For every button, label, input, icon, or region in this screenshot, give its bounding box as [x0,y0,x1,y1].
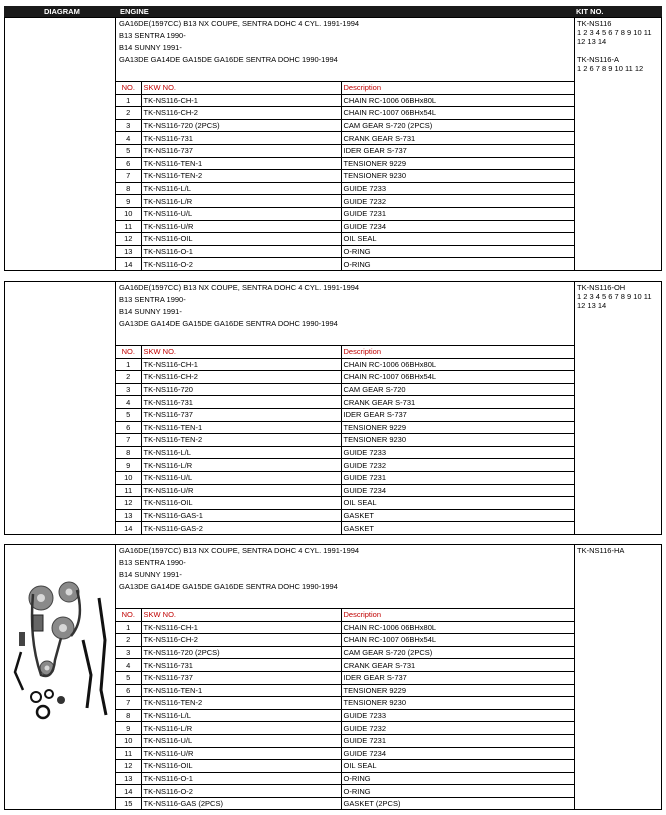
part-number-index: 14 [116,785,141,798]
skw-number: TK-NS116-CH-1 [141,621,341,634]
engine-line: B13 SENTRA 1990- [119,558,186,567]
kit-number-line: TK-NS116-OH [577,283,626,292]
part-description: GUIDE 7231 [341,734,574,747]
part-description: GASKET [341,522,574,535]
spacer [116,593,574,608]
part-number-index: 7 [116,434,141,447]
part-description: GUIDE 7231 [341,471,574,484]
part-description: GUIDE 7232 [341,459,574,472]
table-row [116,646,574,659]
column-header-desc: Description [341,82,574,95]
skw-number: TK-NS116-U/L [141,734,341,747]
kit-number-cell [574,18,661,270]
table-row [116,233,574,246]
skw-number: TK-NS116-L/L [141,709,341,722]
parts-header-row [116,82,574,95]
part-description: GUIDE 7231 [341,207,574,220]
part-description: GUIDE 7234 [341,484,574,497]
part-description: O-RING [341,258,574,271]
table-row [116,371,574,384]
part-number-index: 1 [116,621,141,634]
table-row [116,497,574,510]
table-row [116,634,574,647]
table-row [116,446,574,459]
part-number-index: 10 [116,734,141,747]
part-number-index: 13 [116,509,141,522]
part-number-index: 12 [116,233,141,246]
engine-line: B14 SUNNY 1991- [119,570,182,579]
skw-number: TK-NS116-CH-2 [141,107,341,120]
table-row [116,258,574,271]
skw-number: TK-NS116-720 (2PCS) [141,119,341,132]
part-description: CAM GEAR S-720 [341,383,574,396]
skw-number: TK-NS116-L/R [141,722,341,735]
skw-number: TK-NS116-U/R [141,220,341,233]
part-number-index: 5 [116,671,141,684]
part-description: GUIDE 7234 [341,220,574,233]
table-row [116,684,574,697]
part-description: CRANK GEAR S-731 [341,396,574,409]
skw-number: TK-NS116-CH-1 [141,94,341,107]
table-row [116,484,574,497]
header-kit-no: KIT NO. [576,7,604,16]
engine-description [116,18,574,81]
part-description: IDER GEAR S-737 [341,671,574,684]
part-description: GUIDE 7234 [341,747,574,760]
skw-number: TK-NS116-737 [141,671,341,684]
kit-number-line: 1 2 3 4 5 6 7 8 9 10 11 [577,292,652,301]
column-header-no: NO. [116,82,141,95]
table-row [116,797,574,810]
skw-number: TK-NS116-CH-2 [141,371,341,384]
part-description: GUIDE 7232 [341,195,574,208]
part-description: CAM GEAR S-720 (2PCS) [341,119,574,132]
part-description: OIL SEAL [341,233,574,246]
table-row [116,383,574,396]
spacer [577,46,659,55]
skw-number: TK-NS116-O-1 [141,245,341,258]
table-row [116,207,574,220]
skw-number: TK-NS116-L/L [141,446,341,459]
table-row [116,760,574,773]
parts-header-row [116,609,574,622]
part-number-index: 9 [116,459,141,472]
parts-header-row [116,346,574,359]
kit-number-line: 12 13 14 [577,37,607,46]
part-number-index: 8 [116,182,141,195]
part-number-index: 13 [116,772,141,785]
part-description: GASKET [341,509,574,522]
skw-number: TK-NS116-731 [141,659,341,672]
table-row [116,471,574,484]
table-row [116,671,574,684]
skw-number: TK-NS116-720 (2PCS) [141,646,341,659]
table-row [116,509,574,522]
skw-number: TK-NS116-TEN-2 [141,434,341,447]
part-number-index: 1 [116,94,141,107]
part-number-index: 6 [116,421,141,434]
engine-line: GA13DE GA14DE GA15DE GA16DE SENTRA DOHC 1990-1994 [119,55,338,64]
engine-cell [116,545,574,809]
part-description: CHAIN RC-1007 06BHx54L [341,107,574,120]
part-number-index: 9 [116,195,141,208]
skw-number: TK-NS116-O-2 [141,258,341,271]
part-number-index: 8 [116,709,141,722]
skw-number: TK-NS116-CH-2 [141,634,341,647]
table-row [116,144,574,157]
part-number-index: 6 [116,157,141,170]
table-row [116,107,574,120]
part-number-index: 13 [116,245,141,258]
kit-number-line: 12 13 14 [577,301,607,310]
column-header-no: NO. [116,609,141,622]
column-header-desc: Description [341,346,574,359]
part-number-index: 10 [116,207,141,220]
part-description: GUIDE 7232 [341,722,574,735]
part-description: O-RING [341,785,574,798]
part-number-index: 12 [116,497,141,510]
part-number-index: 5 [116,408,141,421]
part-number-index: 11 [116,484,141,497]
part-description: IDER GEAR S-737 [341,408,574,421]
part-description: TENSIONER 9229 [341,684,574,697]
table-header [4,6,662,17]
skw-number: TK-NS116-GAS-2 [141,522,341,535]
table-row [116,182,574,195]
part-number-index: 9 [116,722,141,735]
table-row [116,734,574,747]
skw-number: TK-NS116-TEN-2 [141,170,341,183]
engine-description [116,282,574,345]
table-row [116,434,574,447]
part-number-index: 2 [116,371,141,384]
skw-number: TK-NS116-731 [141,132,341,145]
table-row [116,94,574,107]
diagram-cell [5,545,116,809]
part-description: TENSIONER 9229 [341,157,574,170]
skw-number: TK-NS116-OIL [141,497,341,510]
skw-number: TK-NS116-TEN-1 [141,157,341,170]
kit-number-line: TK-NS116-HA [577,546,625,555]
skw-number: TK-NS116-U/R [141,484,341,497]
part-number-index: 11 [116,747,141,760]
part-number-index: 6 [116,684,141,697]
part-number-index: 7 [116,697,141,710]
kit-number-line: 1 2 6 7 8 9 10 11 12 [577,64,644,73]
kit-block-2 [4,281,662,535]
table-row [116,785,574,798]
engine-description [116,545,574,608]
kit-number-cell [574,282,661,534]
table-row [116,132,574,145]
kit-block-3 [4,544,662,810]
table-row [116,697,574,710]
engine-line: GA16DE(1597CC) B13 NX COUPE, SENTRA DOHC 4 CYL. 1991-1994 [119,19,360,28]
part-number-index: 3 [116,646,141,659]
engine-cell [116,18,574,270]
kit-block-1 [4,17,662,271]
part-description: GUIDE 7233 [341,446,574,459]
table-row [116,245,574,258]
part-description: CHAIN RC-1007 06BHx54L [341,371,574,384]
skw-number: TK-NS116-O-2 [141,785,341,798]
engine-line: GA16DE(1597CC) B13 NX COUPE, SENTRA DOHC 4 CYL. 1991-1994 [119,546,360,555]
part-number-index: 3 [116,119,141,132]
skw-number: TK-NS116-U/R [141,747,341,760]
skw-number: TK-NS116-GAS (2PCS) [141,797,341,810]
parts-table [116,345,574,534]
part-description: TENSIONER 9230 [341,434,574,447]
part-description: OIL SEAL [341,497,574,510]
part-number-index: 3 [116,383,141,396]
part-description: CHAIN RC-1007 06BHx54L [341,634,574,647]
part-description: IDER GEAR S-737 [341,144,574,157]
table-row [116,396,574,409]
table-row [116,459,574,472]
part-number-index: 2 [116,107,141,120]
skw-number: TK-NS116-L/R [141,459,341,472]
column-header-skw: SKW NO. [141,346,341,359]
part-number-index: 11 [116,220,141,233]
part-description: O-RING [341,245,574,258]
skw-number: TK-NS116-L/R [141,195,341,208]
engine-line: B14 SUNNY 1991- [119,43,182,52]
part-description: CRANK GEAR S-731 [341,659,574,672]
table-row [116,119,574,132]
part-number-index: 8 [116,446,141,459]
kit-number-cell [574,545,661,809]
table-row [116,157,574,170]
skw-number: TK-NS116-GAS-1 [141,509,341,522]
spacer [116,66,574,81]
kit-number-line: 1 2 3 4 5 6 7 8 9 10 11 [577,28,652,37]
part-description: GASKET (2PCS) [341,797,574,810]
part-number-index: 1 [116,358,141,371]
skw-number: TK-NS116-TEN-2 [141,697,341,710]
skw-number: TK-NS116-L/L [141,182,341,195]
part-description: GUIDE 7233 [341,182,574,195]
table-row [116,408,574,421]
part-description: CAM GEAR S-720 (2PCS) [341,646,574,659]
skw-number: TK-NS116-U/L [141,471,341,484]
part-description: GUIDE 7233 [341,709,574,722]
table-row [116,170,574,183]
skw-number: TK-NS116-OIL [141,760,341,773]
header-engine: ENGINE [120,7,149,16]
engine-line: GA13DE GA14DE GA15DE GA16DE SENTRA DOHC 1990-1994 [119,319,338,328]
part-description: CHAIN RC-1006 06BHx80L [341,358,574,371]
part-description: CRANK GEAR S-731 [341,132,574,145]
skw-number: TK-NS116-CH-1 [141,358,341,371]
part-number-index: 4 [116,132,141,145]
table-row [116,358,574,371]
table-row [116,659,574,672]
kit-number-line: TK-NS116 [577,19,612,28]
part-number-index: 5 [116,144,141,157]
part-number-index: 4 [116,396,141,409]
skw-number: TK-NS116-U/L [141,207,341,220]
skw-number: TK-NS116-731 [141,396,341,409]
part-description: OIL SEAL [341,760,574,773]
part-description: CHAIN RC-1006 06BHx80L [341,621,574,634]
column-header-skw: SKW NO. [141,609,341,622]
diagram-cell [5,282,116,534]
parts-table [116,608,574,810]
part-number-index: 7 [116,170,141,183]
skw-number: TK-NS116-720 [141,383,341,396]
engine-line: B13 SENTRA 1990- [119,295,186,304]
part-number-index: 10 [116,471,141,484]
engine-line: GA13DE GA14DE GA15DE GA16DE SENTRA DOHC 1990-1994 [119,582,338,591]
part-number-index: 15 [116,797,141,810]
skw-number: TK-NS116-737 [141,144,341,157]
column-header-skw: SKW NO. [141,82,341,95]
table-row [116,747,574,760]
column-header-desc: Description [341,609,574,622]
part-number-index: 2 [116,634,141,647]
kit-number-line: TK-NS116-A [577,55,619,64]
diagram-cell [5,18,116,270]
skw-number: TK-NS116-TEN-1 [141,684,341,697]
parts-table [116,81,574,270]
table-row [116,772,574,785]
part-number-index: 14 [116,258,141,271]
part-number-index: 4 [116,659,141,672]
engine-line: B14 SUNNY 1991- [119,307,182,316]
column-header-no: NO. [116,346,141,359]
skw-number: TK-NS116-737 [141,408,341,421]
table-row [116,195,574,208]
part-description: CHAIN RC-1006 06BHx80L [341,94,574,107]
part-description: TENSIONER 9230 [341,170,574,183]
table-row [116,522,574,535]
header-diagram: DIAGRAM [44,7,80,16]
table-row [116,621,574,634]
table-row [116,421,574,434]
skw-number: TK-NS116-OIL [141,233,341,246]
part-description: TENSIONER 9230 [341,697,574,710]
table-row [116,220,574,233]
part-number-index: 12 [116,760,141,773]
table-row [116,709,574,722]
part-description: TENSIONER 9229 [341,421,574,434]
part-number-index: 14 [116,522,141,535]
engine-line: B13 SENTRA 1990- [119,31,186,40]
skw-number: TK-NS116-O-1 [141,772,341,785]
skw-number: TK-NS116-TEN-1 [141,421,341,434]
timing-kit-image [11,580,111,720]
spacer [116,330,574,345]
table-row [116,722,574,735]
part-description: O-RING [341,772,574,785]
engine-line: GA16DE(1597CC) B13 NX COUPE, SENTRA DOHC 4 CYL. 1991-1994 [119,283,360,292]
engine-cell [116,282,574,534]
